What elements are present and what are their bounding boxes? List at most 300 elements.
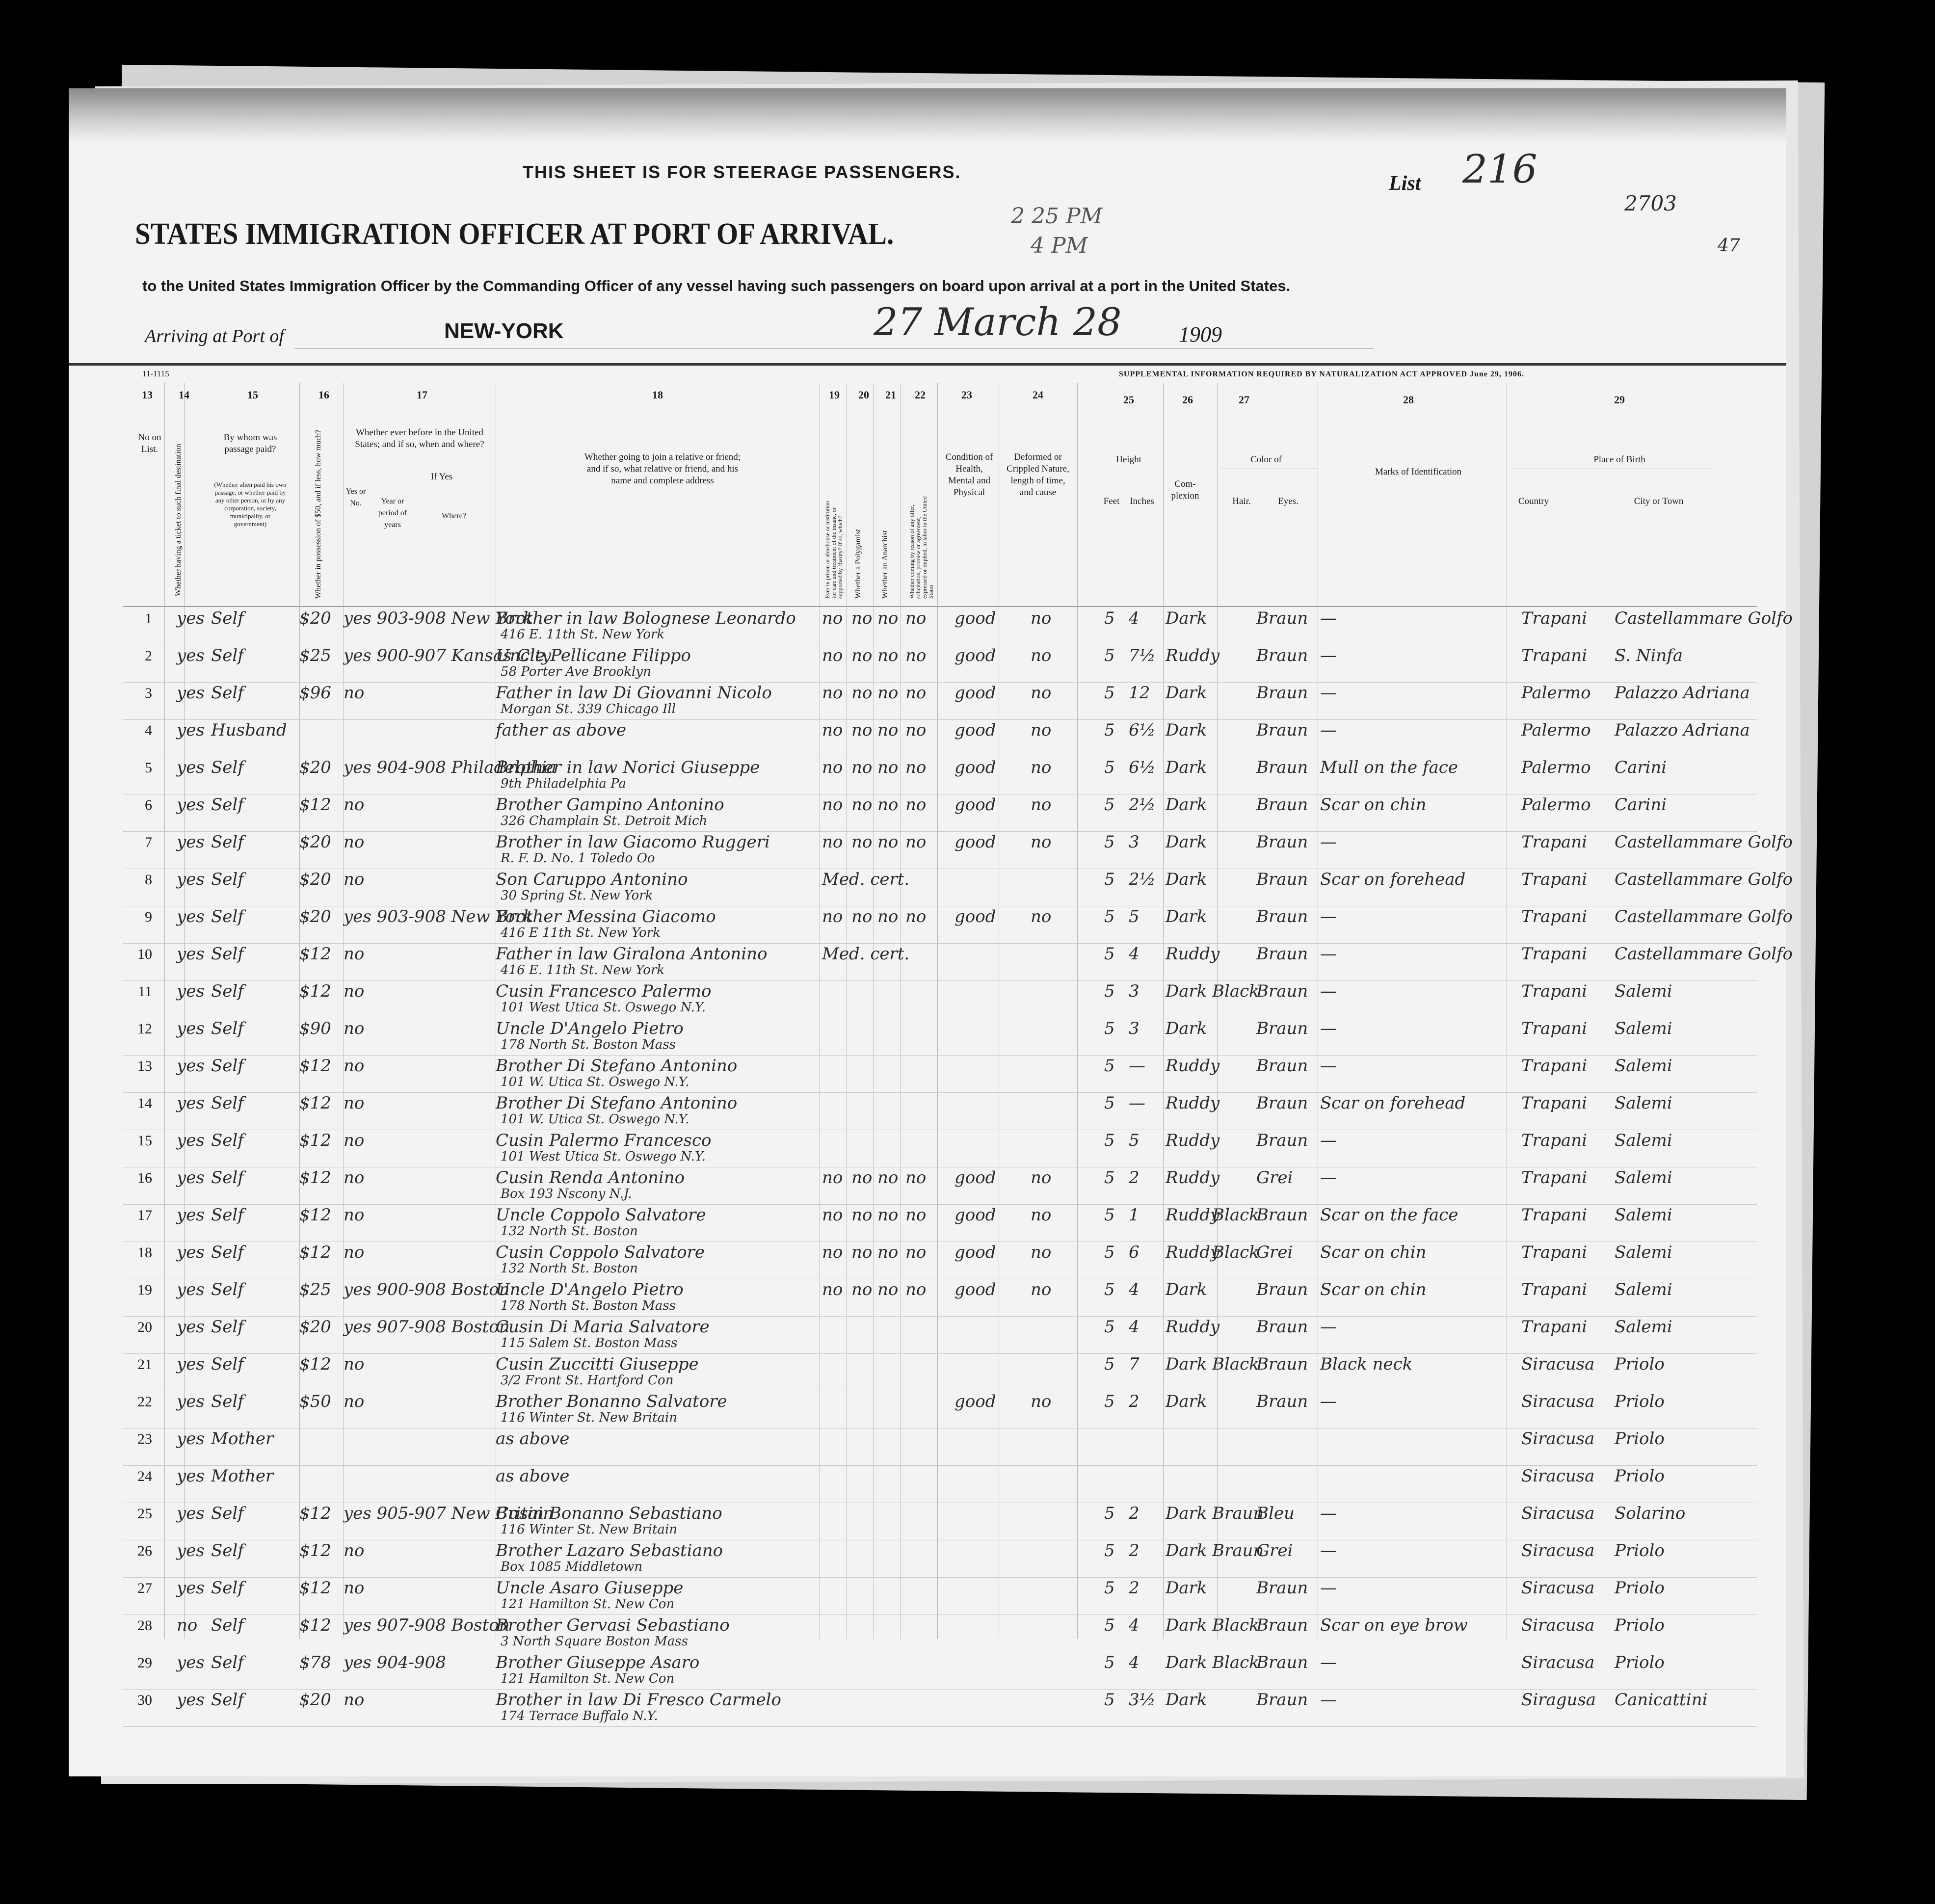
relative-cell: Brother in law Norici Giuseppe: [496, 758, 760, 777]
row-rule: [123, 1726, 1757, 1727]
ticket-cell: yes: [177, 1429, 205, 1449]
address-cell: 121 Hamilton St. New Con: [501, 1597, 675, 1612]
hair-cell: Black: [1212, 981, 1259, 1001]
country-cell: Trapani: [1521, 944, 1588, 964]
stamp-number: 2703: [1624, 191, 1677, 215]
address-cell: 30 Spring St. New York: [501, 888, 653, 903]
complexion-cell: Dark: [1166, 1354, 1207, 1374]
city-cell: Salemi: [1615, 1317, 1672, 1337]
paid-by-cell: Mother: [211, 1466, 274, 1486]
city-cell: Castellammare Golfo: [1615, 870, 1793, 889]
hair-cell: Black: [1212, 1615, 1259, 1635]
height-inches-cell: 4: [1129, 1317, 1140, 1337]
eyes-cell: Braun: [1256, 646, 1308, 665]
labor-cell: no: [905, 1205, 927, 1225]
before-in-us-cell: no: [344, 1243, 365, 1262]
eyes-cell: Grei: [1256, 1541, 1293, 1560]
col-22-label: Whether coming by reason of any offer, solicitation, promise or agreement, expressed or implied, to labor in the United States: [908, 496, 934, 599]
complexion-cell: Dark: [1166, 683, 1207, 703]
city-cell: Priolo: [1615, 1392, 1665, 1411]
paid-by-cell: Self: [211, 1690, 244, 1710]
city-cell: Salemi: [1615, 1131, 1672, 1150]
paid-by-cell: Self: [211, 1541, 244, 1560]
col-21-num: 21: [885, 389, 896, 401]
marks-cell: Scar on the face: [1320, 1205, 1458, 1225]
col-17-label: Whether ever before in the United States; and if so, when and where?: [355, 427, 484, 450]
complexion-cell: Dark: [1166, 1615, 1207, 1635]
address-cell: R. F. D. No. 1 Toledo Oo: [501, 851, 655, 866]
height-inches-cell: 2½: [1129, 795, 1156, 815]
before-in-us-cell: yes 903-908 New York: [344, 907, 533, 926]
city-cell: Castellammare Golfo: [1615, 944, 1793, 964]
money-cell: $12: [299, 1541, 331, 1560]
col-26-num: 26: [1182, 394, 1193, 406]
row-number: 14: [137, 1095, 152, 1111]
relative-cell: Cusin Palermo Francesco: [496, 1131, 712, 1150]
height-inches-cell: 4: [1129, 608, 1140, 628]
paid-by-cell: Self: [211, 1056, 244, 1076]
relative-cell: as above: [496, 1429, 570, 1449]
address-cell: 116 Winter St. New Britain: [501, 1522, 678, 1537]
prison-cell: no: [822, 832, 843, 852]
city-cell: Priolo: [1615, 1429, 1665, 1449]
complexion-cell: Dark: [1166, 907, 1207, 926]
eyes-cell: Braun: [1256, 1392, 1308, 1411]
ticket-cell: yes: [177, 1168, 205, 1188]
table-row: [69, 1354, 1786, 1392]
country-cell: Trapani: [1521, 981, 1588, 1001]
address-cell: 132 North St. Boston: [501, 1261, 638, 1276]
address-cell: 101 W. Utica St. Oswego N.Y.: [501, 1112, 689, 1127]
marks-cell: —: [1320, 944, 1337, 964]
row-number: 15: [137, 1133, 152, 1149]
arriving-label: Arriving at Port of: [145, 326, 284, 346]
row-number: 8: [145, 872, 152, 888]
torn-top-edge: [69, 88, 1786, 142]
port-name: NEW-YORK: [444, 319, 564, 343]
before-in-us-cell: yes 900-907 Kansas City: [344, 646, 551, 665]
paid-by-cell: Self: [211, 944, 244, 964]
height-inches-cell: 3: [1129, 832, 1140, 852]
money-cell: $12: [299, 1093, 331, 1113]
address-cell: 178 North St. Boston Mass: [501, 1298, 676, 1313]
relative-cell: Cusin Bonanno Sebastiano: [496, 1504, 722, 1523]
relative-cell: as above: [496, 1466, 570, 1486]
polygamist-cell: no: [851, 608, 873, 628]
col-25-inches: Inches: [1130, 496, 1154, 506]
city-cell: Priolo: [1615, 1466, 1665, 1486]
ticket-cell: yes: [177, 720, 205, 740]
row-number: 23: [137, 1431, 152, 1447]
polygamist-cell: no: [851, 1168, 873, 1188]
ticket-cell: yes: [177, 832, 205, 852]
col-15-label: By whom was passage paid?: [223, 432, 277, 454]
table-row: [69, 1168, 1786, 1205]
anarchist-cell: no: [877, 832, 899, 852]
complexion-cell: Dark: [1166, 1578, 1207, 1598]
paid-by-cell: Self: [211, 1243, 244, 1262]
paid-by-cell: Self: [211, 1615, 244, 1635]
relative-cell: Uncle Asaro Giuseppe: [496, 1578, 684, 1598]
manifest-sheet: [69, 88, 1793, 1776]
relative-cell: Brother Lazaro Sebastiano: [496, 1541, 723, 1560]
health-cell: good: [954, 608, 996, 628]
country-cell: Trapani: [1521, 1280, 1588, 1299]
row-rule: [123, 1055, 1757, 1056]
row-rule: [123, 1465, 1757, 1466]
marks-cell: —: [1320, 683, 1337, 703]
money-cell: $25: [299, 1280, 331, 1299]
height-inches-cell: 7: [1129, 1354, 1140, 1374]
height-feet-cell: 5: [1104, 981, 1115, 1001]
city-cell: Castellammare Golfo: [1615, 832, 1793, 852]
country-cell: Palermo: [1521, 720, 1591, 740]
money-cell: $20: [299, 832, 331, 852]
complexion-cell: Dark: [1166, 1541, 1207, 1560]
city-cell: Solarino: [1615, 1504, 1686, 1523]
height-feet-cell: 5: [1104, 1168, 1115, 1188]
time-note-1: 2 25 PM: [1011, 204, 1103, 229]
anarchist-cell: no: [877, 1205, 899, 1225]
polygamist-cell: no: [851, 758, 873, 777]
row-number: 29: [137, 1655, 152, 1671]
marks-cell: Scar on forehead: [1320, 1093, 1466, 1113]
country-cell: Siracusa: [1521, 1392, 1595, 1411]
country-cell: Trapani: [1521, 608, 1588, 628]
marks-cell: Scar on chin: [1320, 1280, 1427, 1299]
before-in-us-cell: no: [344, 832, 365, 852]
deformed-cell: no: [1031, 1205, 1052, 1225]
col-22-num: 22: [915, 389, 926, 401]
labor-cell: no: [905, 608, 927, 628]
row-number: 10: [137, 946, 152, 962]
polygamist-cell: no: [851, 1205, 873, 1225]
height-feet-cell: 5: [1104, 683, 1115, 703]
relative-cell: Brother in law Giacomo Ruggeri: [496, 832, 770, 852]
complexion-cell: Dark: [1166, 795, 1207, 815]
city-cell: Salemi: [1615, 1019, 1672, 1038]
deformed-cell: no: [1031, 907, 1052, 926]
relative-cell: Brother Messina Giacomo: [496, 907, 716, 926]
anarchist-cell: no: [877, 720, 899, 740]
country-cell: Palermo: [1521, 683, 1591, 703]
height-inches-cell: 5: [1129, 907, 1140, 926]
complexion-cell: Dark: [1166, 1653, 1207, 1672]
city-cell: Salemi: [1615, 1056, 1672, 1076]
height-feet-cell: 5: [1104, 1504, 1115, 1523]
eyes-cell: Braun: [1256, 608, 1308, 628]
labor-cell: no: [905, 646, 927, 665]
col-25-feet: Feet: [1103, 496, 1120, 506]
prison-cell: no: [822, 720, 843, 740]
table-row: [69, 1056, 1786, 1093]
prison-cell: no: [822, 795, 843, 815]
height-feet-cell: 5: [1104, 907, 1115, 926]
ticket-cell: yes: [177, 1578, 205, 1598]
labor-cell: no: [905, 832, 927, 852]
hair-cell: Braun: [1212, 1541, 1264, 1560]
ticket-cell: yes: [177, 683, 205, 703]
before-in-us-cell: no: [344, 870, 365, 889]
complexion-cell: Ruddy: [1166, 646, 1220, 665]
ticket-cell: yes: [177, 1131, 205, 1150]
before-in-us-cell: no: [344, 1392, 365, 1411]
table-row: [69, 832, 1793, 870]
paid-by-cell: Mother: [211, 1429, 274, 1449]
deformed-cell: no: [1031, 1280, 1052, 1299]
hair-cell: Black: [1212, 1243, 1259, 1262]
money-cell: $78: [299, 1653, 331, 1672]
eyes-cell: Braun: [1256, 795, 1308, 815]
money-cell: $20: [299, 758, 331, 777]
table-row: [69, 1504, 1786, 1541]
col-27-num: 27: [1239, 394, 1249, 406]
list-number: 216: [1462, 146, 1537, 192]
anarchist-cell: no: [877, 795, 899, 815]
marks-cell: —: [1320, 1131, 1337, 1150]
marks-cell: —: [1320, 608, 1337, 628]
height-feet-cell: 5: [1104, 1131, 1115, 1150]
ticket-cell: yes: [177, 1317, 205, 1337]
table-row: [69, 1578, 1786, 1615]
paid-by-cell: Self: [211, 1131, 244, 1150]
before-in-us-cell: no: [344, 1056, 365, 1076]
row-number: 4: [145, 722, 152, 739]
ticket-cell: yes: [177, 870, 205, 889]
steerage-heading: THIS SHEET IS FOR STEERAGE PASSENGERS.: [523, 162, 961, 182]
marks-cell: Scar on eye brow: [1320, 1615, 1468, 1635]
money-cell: $12: [299, 1578, 331, 1598]
table-row: [69, 1429, 1786, 1466]
height-inches-cell: —: [1129, 1056, 1145, 1076]
address-cell: 116 Winter St. New Britain: [501, 1410, 678, 1425]
eyes-cell: Braun: [1256, 1056, 1308, 1076]
relative-cell: Uncle D'Angelo Pietro: [496, 1019, 684, 1038]
header-rule: [69, 363, 1786, 366]
col-13-num: 13: [142, 389, 153, 401]
table-row: [69, 1392, 1786, 1429]
row-number: 28: [137, 1617, 152, 1634]
complexion-cell: Dark: [1166, 758, 1207, 777]
prison-cell: no: [822, 608, 843, 628]
row-rule: [123, 1092, 1757, 1093]
complexion-cell: Ruddy: [1166, 944, 1220, 964]
height-inches-cell: 6½: [1129, 720, 1156, 740]
paid-by-cell: Self: [211, 1578, 244, 1598]
ticket-cell: yes: [177, 1205, 205, 1225]
row-number: 12: [137, 1021, 152, 1037]
col-27-eyes: Eyes.: [1278, 496, 1299, 506]
height-feet-cell: 5: [1104, 608, 1115, 628]
city-cell: Salemi: [1615, 1243, 1672, 1262]
col-18-label: Whether going to join a relative or friend; and if so, what relative or friend, and his name and complete address: [584, 452, 741, 486]
marks-cell: —: [1320, 907, 1337, 926]
table-row: [69, 758, 1786, 795]
col-29-label: Place of Birth: [1593, 454, 1645, 465]
row-number: 13: [137, 1058, 152, 1074]
polygamist-cell: no: [851, 795, 873, 815]
before-in-us-cell: no: [344, 981, 365, 1001]
col-18-num: 18: [652, 389, 663, 401]
marks-cell: Scar on chin: [1320, 795, 1427, 815]
address-cell: 174 Terrace Buffalo N.Y.: [501, 1709, 658, 1723]
address-cell: Box 1085 Middletown: [501, 1560, 643, 1574]
prison-cell: no: [822, 683, 843, 703]
col-16-num: 16: [318, 389, 329, 401]
money-cell: $12: [299, 1243, 331, 1262]
col-17-years: Year or period of years: [378, 497, 407, 529]
height-feet-cell: 5: [1104, 1019, 1115, 1038]
eyes-cell: Braun: [1256, 870, 1308, 889]
country-cell: Trapani: [1521, 907, 1588, 926]
eyes-cell: Braun: [1256, 1354, 1308, 1374]
relative-cell: Father in law Di Giovanni Nicolo: [496, 683, 772, 703]
relative-cell: Brother Bonanno Salvatore: [496, 1392, 727, 1411]
eyes-cell: Braun: [1256, 1317, 1308, 1337]
table-row: [69, 608, 1793, 646]
col-20-label: Whether a Polygamist: [854, 529, 862, 599]
paid-by-cell: Husband: [211, 720, 287, 740]
hair-cell: Black: [1212, 1354, 1259, 1374]
complexion-cell: Dark: [1166, 1280, 1207, 1299]
ticket-cell: yes: [177, 1019, 205, 1038]
prison-cell: no: [822, 1243, 843, 1262]
health-cell: good: [954, 1392, 996, 1411]
arrival-date: 27 March 28: [874, 300, 1122, 344]
complexion-cell: Ruddy: [1166, 1168, 1220, 1188]
deformed-cell: no: [1031, 1168, 1052, 1188]
before-in-us-cell: yes 907-908 Boston: [344, 1615, 510, 1635]
row-number: 17: [137, 1207, 152, 1223]
supplemental-heading: SUPPLEMENTAL INFORMATION REQUIRED BY NATURALIZATION ACT APPROVED June 29, 1906.: [1119, 370, 1524, 378]
relative-cell: Brother Giuseppe Asaro: [496, 1653, 700, 1672]
before-in-us-cell: no: [344, 1131, 365, 1150]
col-27-hair: Hair.: [1232, 496, 1251, 506]
relative-cell: Uncle Pellicane Filippo: [496, 646, 691, 665]
table-row: [69, 1541, 1786, 1578]
address-cell: 3/2 Front St. Hartford Con: [501, 1373, 674, 1388]
col-25-label: Height: [1116, 454, 1141, 465]
marks-cell: —: [1320, 646, 1337, 665]
height-inches-cell: 4: [1129, 1615, 1140, 1635]
city-cell: Salemi: [1615, 1205, 1672, 1225]
col-25-num: 25: [1123, 394, 1134, 406]
eyes-cell: Braun: [1256, 1578, 1308, 1598]
marks-cell: —: [1320, 1504, 1337, 1523]
col-17-num: 17: [417, 389, 427, 401]
complexion-cell: Dark: [1166, 608, 1207, 628]
paid-by-cell: Self: [211, 1354, 244, 1374]
before-in-us-cell: no: [344, 1354, 365, 1374]
relative-cell: Cusin Coppolo Salvatore: [496, 1243, 705, 1262]
eyes-cell: Bleu: [1256, 1504, 1295, 1523]
address-cell: 101 West Utica St. Oswego N.Y.: [501, 1000, 706, 1015]
relative-cell: Brother Gampino Antonino: [496, 795, 724, 815]
polygamist-cell: no: [851, 1243, 873, 1262]
complexion-cell: Dark: [1166, 870, 1207, 889]
paid-by-cell: Self: [211, 1317, 244, 1337]
height-inches-cell: 4: [1129, 1653, 1140, 1672]
money-cell: $90: [299, 1019, 331, 1038]
row-rule: [123, 831, 1757, 832]
row-number: 26: [137, 1543, 152, 1559]
table-row: [69, 944, 1793, 981]
address-cell: 178 North St. Boston Mass: [501, 1037, 676, 1052]
labor-cell: no: [905, 795, 927, 815]
deformed-cell: no: [1031, 608, 1052, 628]
labor-cell: no: [905, 758, 927, 777]
eyes-cell: Braun: [1256, 1019, 1308, 1038]
height-inches-cell: 2: [1129, 1392, 1140, 1411]
eyes-cell: Braun: [1256, 683, 1308, 703]
before-in-us-cell: yes 904-908 Philadelphia: [344, 758, 557, 777]
height-inches-cell: 5: [1129, 1131, 1140, 1150]
anarchist-cell: no: [877, 683, 899, 703]
height-inches-cell: 4: [1129, 1280, 1140, 1299]
row-number: 22: [137, 1394, 152, 1410]
row-number: 19: [137, 1282, 152, 1298]
col-29-country: Country: [1518, 496, 1549, 506]
relative-cell: Uncle D'Angelo Pietro: [496, 1280, 684, 1299]
col-28-label: Marks of Identification: [1375, 467, 1462, 477]
address-cell: 416 E. 11th St. New York: [501, 627, 665, 642]
money-cell: $20: [299, 1317, 331, 1337]
eyes-cell: Braun: [1256, 1093, 1308, 1113]
address-cell: 416 E 11th St. New York: [501, 926, 661, 940]
city-cell: Carini: [1615, 795, 1667, 815]
header-bottom-rule: [123, 606, 1757, 607]
col-17-if-yes: If Yes: [430, 472, 453, 482]
row-number: 2: [145, 648, 152, 664]
deformed-cell: no: [1031, 1243, 1052, 1262]
row-number: 20: [137, 1319, 152, 1335]
eyes-cell: Grei: [1256, 1243, 1293, 1262]
table-row: [69, 1653, 1786, 1690]
height-feet-cell: 5: [1104, 1280, 1115, 1299]
money-cell: $12: [299, 981, 331, 1001]
row-number: 7: [145, 834, 152, 850]
eyes-cell: Braun: [1256, 1205, 1308, 1225]
before-in-us-cell: yes 903-908 New York: [344, 608, 533, 628]
table-row: [69, 1280, 1786, 1317]
eyes-cell: Braun: [1256, 944, 1308, 964]
height-inches-cell: 12: [1129, 683, 1150, 703]
eyes-cell: Braun: [1256, 907, 1308, 926]
complexion-cell: Ruddy: [1166, 1243, 1220, 1262]
ticket-cell: yes: [177, 1541, 205, 1560]
relative-cell: father as above: [496, 720, 626, 740]
prison-cell: no: [822, 907, 843, 926]
money-cell: $12: [299, 1056, 331, 1076]
col-23-label: Condition of Health, Mental and Physical: [945, 452, 993, 498]
col-15-num: 15: [247, 389, 258, 401]
prison-cell: no: [822, 1280, 843, 1299]
height-feet-cell: 5: [1104, 1056, 1115, 1076]
polygamist-cell: no: [851, 646, 873, 665]
city-cell: Priolo: [1615, 1578, 1665, 1598]
health-cell: good: [954, 646, 996, 665]
table-row: [69, 1131, 1786, 1168]
row-number: 1: [145, 610, 152, 627]
country-cell: Siracusa: [1521, 1578, 1595, 1598]
corner-number: 47: [1718, 236, 1740, 256]
marks-cell: Scar on chin: [1320, 1243, 1427, 1262]
before-in-us-cell: no: [344, 1019, 365, 1038]
complexion-cell: Ruddy: [1166, 1131, 1220, 1150]
before-in-us-cell: no: [344, 683, 365, 703]
height-feet-cell: 5: [1104, 1615, 1115, 1635]
height-inches-cell: 1: [1129, 1205, 1140, 1225]
